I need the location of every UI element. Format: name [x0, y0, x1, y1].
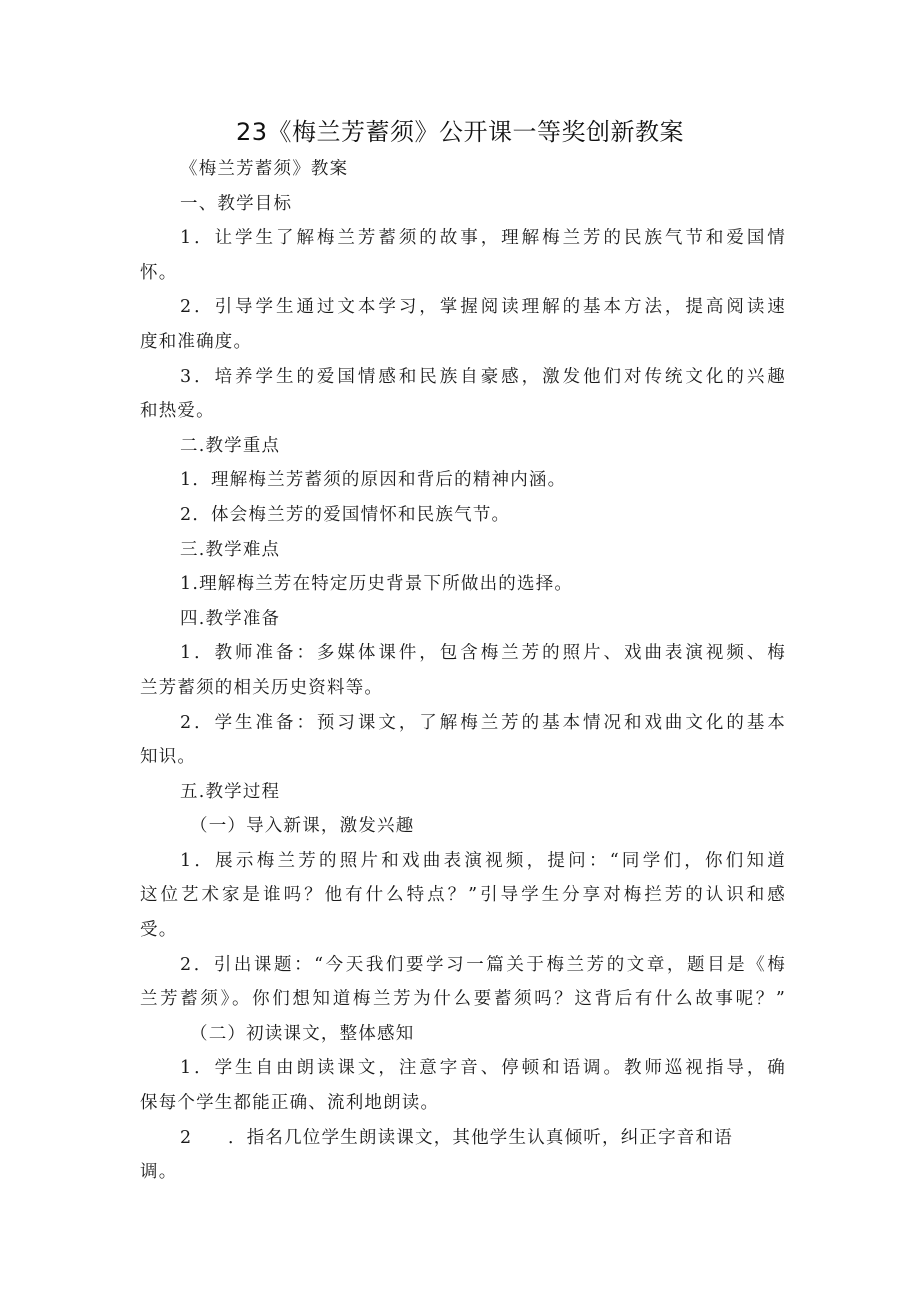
process-2-item-2-number: 2	[180, 1127, 193, 1148]
goal-1-line-2: 怀。	[140, 262, 178, 283]
process-1-item-1-line-2: 这位艺术家是谁吗？他有什么特点？”引导学生分享对梅拦芳的认识和感	[140, 885, 786, 906]
process-part-1-heading: （一）导入新课，激发兴趣	[190, 816, 415, 837]
document-title: 23《梅兰芳蓄须》公开课一等奖创新教案	[235, 118, 685, 146]
goal-3-line-1: 3．培养学生的爱国情感和民族自豪感，激发他们对传统文化的兴趣	[180, 366, 786, 387]
goal-3-line-2: 和热爱。	[140, 401, 215, 422]
keypoint-1: 1．理解梅兰芳蓄须的原因和背后的精神内涵。	[180, 470, 567, 491]
document-body	[140, 152, 786, 1190]
section-heading-preparation: 四.教学准备	[180, 608, 281, 629]
process-2-item-1-line-1: 1．学生自由朗读课文，注意字音、停顿和语调。教师巡视指导，确	[180, 1058, 786, 1079]
process-2-item-1-line-2: 保每个学生都能正确、流利地朗读。	[140, 1093, 440, 1114]
section-heading-process: 五.教学过程	[180, 781, 281, 802]
process-2-item-2-line-2: 调。	[140, 1162, 178, 1183]
section-heading-difficulties: 三.教学难点	[180, 539, 281, 560]
keypoint-2: 2．体会梅兰芳的爱国情怀和民族气节。	[180, 504, 511, 525]
preparation-2-line-2: 知识。	[140, 747, 197, 768]
process-1-item-1-line-1: 1．展示梅兰芳的照片和戏曲表演视频，提问：“同学们，你们知道	[180, 850, 786, 871]
section-heading-goals: 一、教学目标	[180, 193, 293, 214]
goal-1-line-1: 1．让学生了解梅兰芳蓄须的故事，理解梅兰芳的民族气节和爱国情	[180, 228, 786, 249]
process-2-item-2-line-1	[140, 1121, 786, 1156]
goal-2-line-1: 2．引导学生通过文本学习，掌握阅读理解的基本方法，提高阅读速	[180, 297, 786, 318]
lesson-plan-subtitle: 《梅兰芳蓄须》教案	[180, 159, 349, 179]
section-heading-keypoints: 二.教学重点	[180, 435, 281, 456]
process-2-item-2-text: ．指名几位学生朗读课文，其他学生认真倾听，纠正字音和语	[228, 1127, 733, 1148]
goal-2-line-2: 度和准确度。	[140, 331, 253, 352]
preparation-1-line-2: 兰芳蓄须的相关历史资料等。	[140, 677, 384, 698]
preparation-2-line-1: 2．学生准备：预习课文，了解梅兰芳的基本情况和戏曲文化的基本	[180, 712, 786, 733]
difficulty-1: 1.理解梅兰芳在特定历史背景下所做出的选择。	[180, 574, 574, 595]
process-part-2-heading: （二）初读课文，整体感知	[190, 1023, 415, 1044]
process-1-item-2-line-1: 2．引出课题：“今天我们要学习一篇关于梅兰芳的文章，题目是《梅	[180, 954, 786, 975]
process-1-item-1-line-3: 受。	[140, 920, 178, 941]
process-1-item-2-line-2: 兰芳蓄须》。你们想知道梅兰芳为什么要蓄须吗？这背后有什么故事呢？”	[140, 989, 786, 1010]
preparation-1-line-1: 1．教师准备：多媒体课件，包含梅兰芳的照片、戏曲表演视频、梅	[180, 643, 786, 664]
